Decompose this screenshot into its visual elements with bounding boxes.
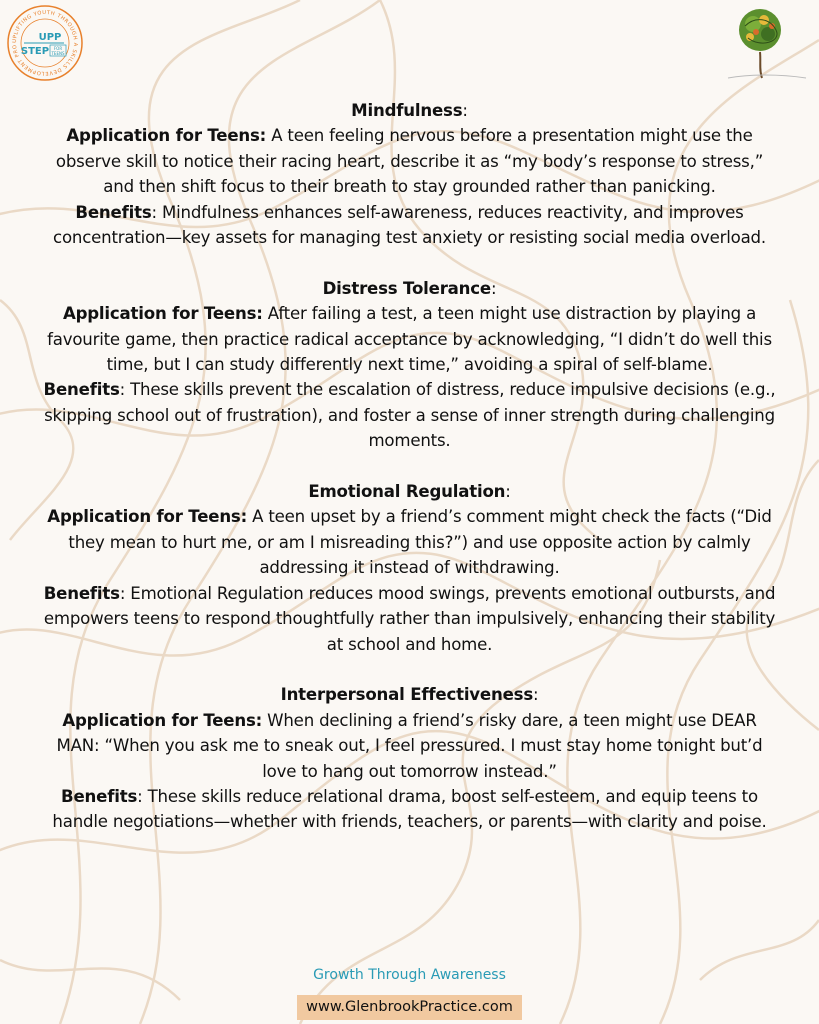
benefits-label: Benefits — [43, 380, 120, 400]
section-title: Distress Tolerance — [322, 278, 491, 298]
application-text: When declining a friend’s risky dare, a teen might use DEAR MAN: “When you ask me to sneak out, I feel pressured. I must stay home tonight but’d love to hang out tomorrow instead.” — [56, 710, 763, 781]
section-title: Emotional Regulation — [308, 482, 506, 502]
logo-teens-text: TEENS — [51, 51, 65, 56]
tree-icon — [720, 4, 810, 84]
logo-for-text: FOR — [53, 46, 63, 51]
application-text: After failing a test, a teen might use distraction by playing a favourite game, then practice radical acceptance by acknowledging, “I didn’t do well this time, but I can study differently next time,” avoiding a spiral of self-blame. — [47, 304, 772, 375]
application-label: Application for Teens: — [62, 304, 263, 324]
benefits-text: These skills prevent the escalation of distress, reduce impulsive decisions (e.g., skipping school out of frustration), and foster a sense of inner strength during challenging moments. — [44, 380, 776, 451]
benefits-label: Benefits — [61, 786, 138, 806]
benefits-label: Benefits — [43, 583, 120, 603]
section-title: Interpersonal Effectiveness — [280, 685, 533, 705]
application-label: Application for Teens: — [66, 126, 267, 146]
section-distress-tolerance: Distress Tolerance: Application for Teens: After failing a test, a teen might use distraction by playing a favourite game, then practice radical acceptance by acknowledging, “I didn’t do well this time, but I can study differently next time,” avoiding a spiral of self-blame. Benefits: These skills prevent the escalation of distress, reduce impulsive decisions (e.g., skipping school out of frustration), and foster a sense of inner strength during challenging moments. — [43, 278, 776, 451]
logo-step-text: STEP — [20, 46, 50, 57]
section-mindfulness: Mindfulness: Application for Teens: A teen feeling nervous before a presentation might use the observe skill to notice their racing heart, describe it as “my body’s response to stress,” and then shift focus to their breath to stay grounded rather than panicking. Benefits: Mindfulness enhances self-awareness, reduces reactivity, and improves concentration—key assets for managing test anxiety or resisting social media overload. — [53, 101, 766, 248]
benefits-text: These skills reduce relational drama, boost self-esteem, and equip teens to handle negotiations—whether with friends, teachers, or parents—with clarity and poise. — [52, 786, 767, 832]
benefits-label: Benefits — [75, 202, 152, 222]
benefits-text: Emotional Regulation reduces mood swings, prevents emotional outbursts, and empowers teens to respond thoughtfully rather than impulsively, enhancing their stability at school and home. — [43, 583, 776, 654]
step-upp-logo — [6, 4, 84, 82]
application-label: Application for Teens: — [47, 507, 248, 527]
logo-upp-text: UPP — [38, 32, 62, 43]
section-interpersonal-effectiveness: Interpersonal Effectiveness: Application for Teens: When declining a friend’s risky dare, a teen might use DEAR MAN: “When you ask me to sneak out, I feel pressured. I must stay home tonight but’d love to hang out tomorrow instead.” Benefits: These skills reduce relational drama, boost self-esteem, and equip teens to handle negotiations—whether with friends, teachers, or parents—with clarity and poise. — [52, 685, 767, 832]
benefits-text: Mindfulness enhances self-awareness, reduces reactivity, and improves concentration—key assets for managing test anxiety or resisting social media overload. — [53, 202, 766, 248]
footer-tagline: Growth Through Awareness — [313, 967, 506, 983]
logo-ring-text: UPLIFTING YOUTH THROUGH A SKILLS DEVELOPMENT PRO — [11, 9, 79, 77]
application-text: A teen feeling nervous before a presentation might use the observe skill to notice their racing heart, describe it as “my body’s response to stress,” and then shift focus to their breath to stay grounded rather than panicking. — [55, 126, 764, 197]
main-content — [40, 98, 779, 860]
section-title: Mindfulness — [351, 101, 463, 120]
application-label: Application for Teens: — [62, 710, 263, 730]
footer-website-link[interactable]: www.GlenbrookPractice.com — [297, 995, 522, 1020]
section-emotional-regulation: Emotional Regulation: Application for Teens: A teen upset by a friend’s comment might check the facts (“Did they mean to hurt me, or am I misreading this?”) and use opposite action by calmly addressing it instead of withdrawing. Benefits: Emotional Regulation reduces mood swings, prevents emotional outbursts, and empowers teens to respond thoughtfully rather than impulsively, enhancing their stability at school and home. — [43, 482, 776, 654]
application-text: A teen upset by a friend’s comment might check the facts (“Did they mean to hurt me, or am I misreading this?”) and use opposite action by calmly addressing it instead of withdrawing. — [68, 507, 772, 578]
